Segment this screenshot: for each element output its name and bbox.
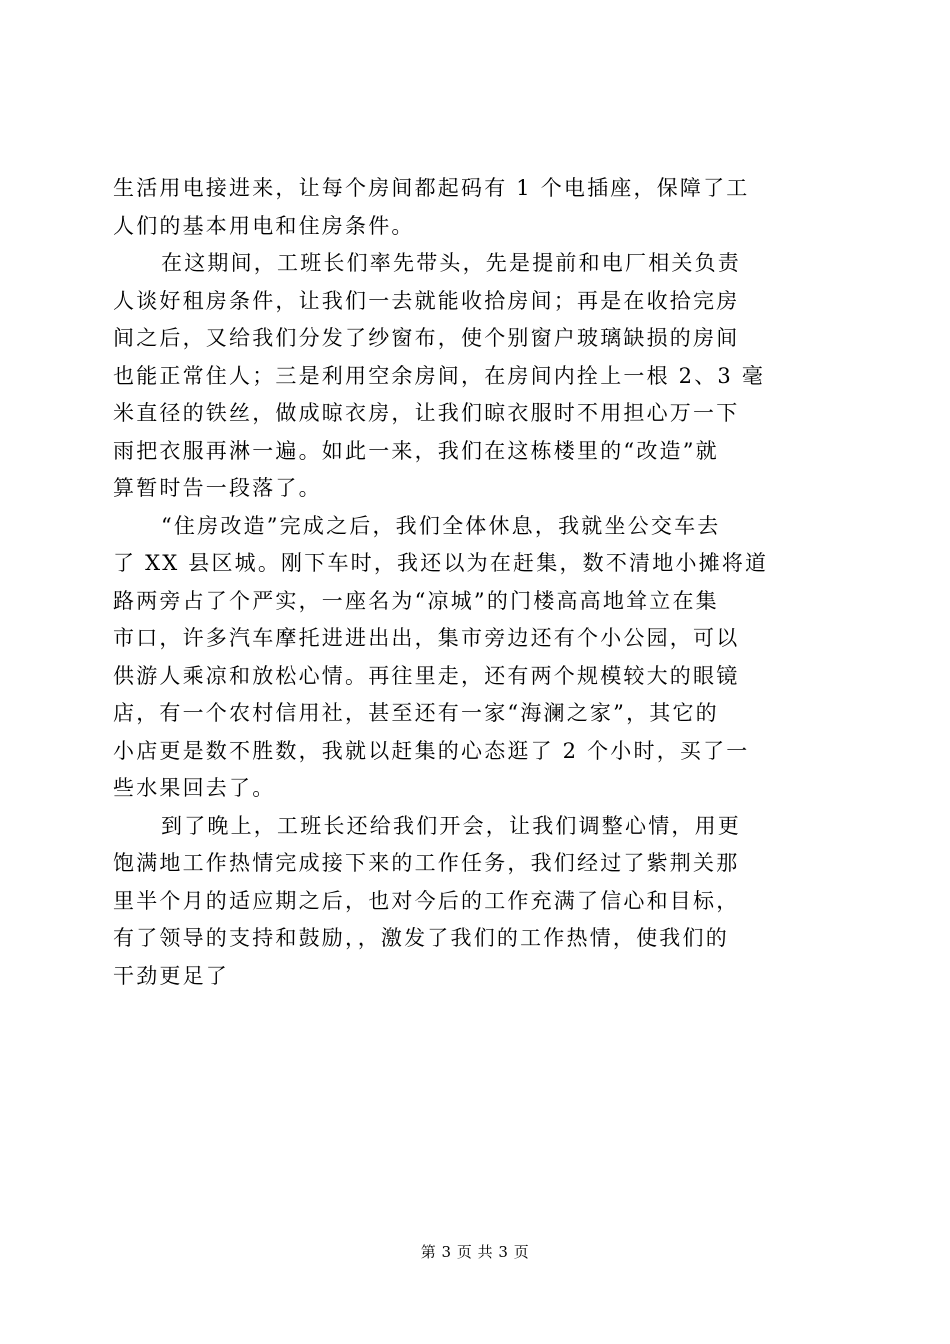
- paragraph: [113, 170, 841, 245]
- text-line: 小店更是数不胜数，我就以赶集的心态逛了 2 个小时，买了一: [113, 738, 750, 763]
- text-line: 米直径的铁丝，做成晾衣房，让我们晾衣服时不用担心万一下: [113, 401, 740, 425]
- text-line: 也能正常住人；三是利用空余房间，在房间内拴上一根 2、3 毫: [113, 363, 766, 388]
- text-line: 有了领导的支持和鼓励，，激发了我们的工作热情，使我们的: [113, 926, 729, 950]
- text-line: 在这期间，工班长们率先带头，先是提前和电厂相关负责: [161, 251, 741, 275]
- text-line: 算暂时告一段落了。: [113, 476, 322, 500]
- text-line: 生活用电接进来，让每个房间都起码有 1 个电插座，保障了工: [113, 176, 750, 200]
- body-text: [113, 170, 841, 995]
- text-line: 人们的基本用电和住房条件。: [113, 213, 415, 238]
- text-line: 干劲更足了: [113, 963, 229, 988]
- paragraph: [113, 508, 841, 808]
- text-line: 了 XX 县区城。刚下车时，我还以为在赶集，数不清地小摊将道: [113, 551, 769, 575]
- text-line: 人谈好租房条件，让我们一去就能收拾房间；再是在收拾完房: [113, 288, 740, 313]
- text-line: 店，有一个农村信用社，甚至还有一家“海澜之家”，其它的: [113, 701, 719, 725]
- text-line: 路两旁占了个严实，一座名为“凉城”的门楼高高地耸立在集: [113, 588, 719, 613]
- text-line: “住房改造”完成之后，我们全体休息，我就坐公交车去: [161, 513, 721, 538]
- text-line: 市口，许多汽车摩托进进出出，集市旁边还有个小公园，可以: [113, 626, 740, 650]
- text-line: 间之后，又给我们分发了纱窗布，使个别窗户玻璃缺损的房间: [113, 326, 740, 350]
- paragraph: [113, 808, 841, 996]
- text-line: 到了晚上，工班长还给我们开会，让我们调整心情，用更: [161, 813, 741, 838]
- text-line: 雨把衣服再淋一遍。如此一来，我们在这栋楼里的“改造”就: [113, 438, 719, 463]
- page-footer: 第 3 页 共 3 页: [420, 1243, 530, 1261]
- text-line: 里半个月的适应期之后，也对今后的工作充满了信心和目标，: [113, 888, 740, 913]
- paragraph: [113, 245, 841, 508]
- text-line: 供游人乘凉和放松心情。再往里走，还有两个规模较大的眼镜: [113, 663, 740, 688]
- text-line: 饱满地工作热情完成接下来的工作任务，我们经过了紫荆关那: [113, 851, 740, 875]
- text-line: 些水果回去了。: [113, 776, 276, 800]
